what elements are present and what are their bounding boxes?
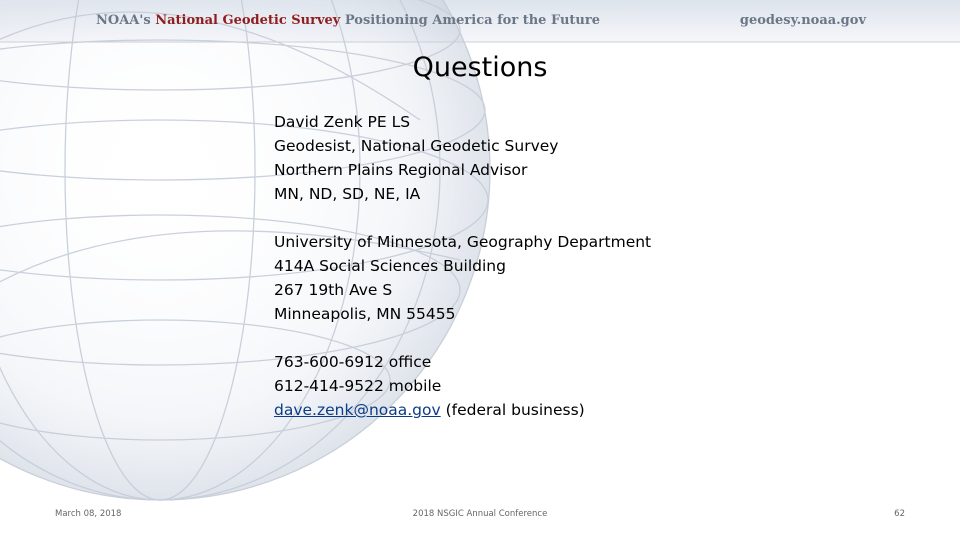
footer-date: March 08, 2018 xyxy=(55,509,122,519)
noaa-prefix: NOAA's xyxy=(96,13,151,28)
slide-header xyxy=(0,0,960,42)
phone-mobile: 612-414-9522 mobile xyxy=(274,377,442,395)
spacer xyxy=(274,206,651,230)
contact-states: MN, ND, SD, NE, IA xyxy=(274,185,421,203)
email-note: (federal business) xyxy=(440,401,585,419)
address-street: 267 19th Ave S xyxy=(274,281,393,299)
email-line xyxy=(274,398,651,422)
address-room: 414A Social Sciences Building xyxy=(274,257,506,275)
page-number: 62 xyxy=(894,509,905,519)
agency-name: National Geodetic Survey xyxy=(155,13,341,28)
agency-tagline: Positioning America for the Future xyxy=(344,13,600,28)
email-link[interactable]: dave.zenk@noaa.gov xyxy=(274,401,441,419)
header-banner xyxy=(96,12,600,30)
contact-role: Geodesist, National Geodetic Survey xyxy=(274,137,559,155)
footer-conference: 2018 NSGIC Annual Conference xyxy=(412,509,548,519)
phone-office: 763-600-6912 office xyxy=(274,353,432,371)
slide-title: Questions xyxy=(412,52,548,83)
website-url: geodesy.noaa.gov xyxy=(739,13,866,28)
contact-block xyxy=(274,110,651,422)
contact-region: Northern Plains Regional Advisor xyxy=(274,161,528,179)
contact-name: David Zenk PE LS xyxy=(274,113,411,131)
spacer xyxy=(274,326,651,350)
address-org: University of Minnesota, Geography Department xyxy=(274,233,652,251)
address-city: Minneapolis, MN 55455 xyxy=(274,305,456,323)
